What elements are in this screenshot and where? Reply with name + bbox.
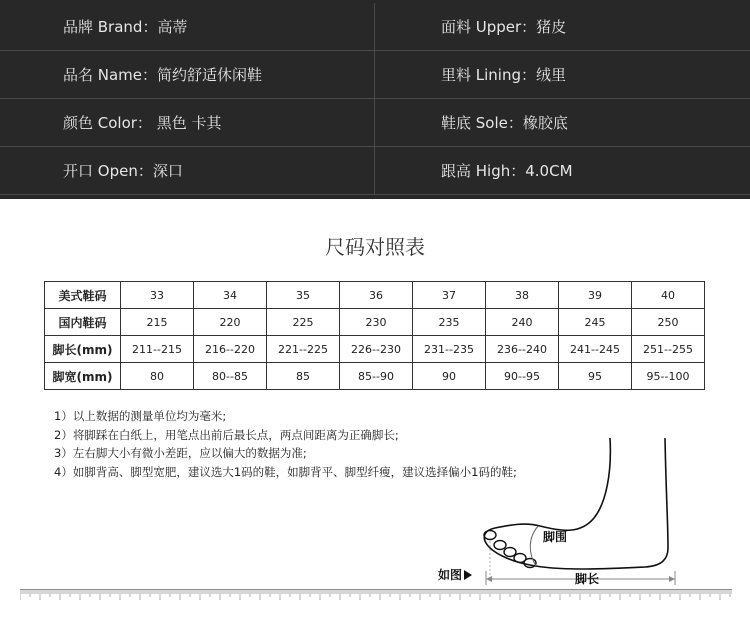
table-cell: 35	[267, 282, 340, 309]
spec-heel-height: 跟高 High：4.0CM	[375, 147, 750, 195]
table-cell: 226--230	[340, 336, 413, 363]
table-cell: 39	[559, 282, 632, 309]
table-cell: 34	[194, 282, 267, 309]
spec-sole: 鞋底 Sole：橡胶底	[375, 99, 750, 147]
spec-name: 品名 Name：简约舒适休闲鞋	[0, 51, 375, 99]
table-cell: 221--225	[267, 336, 340, 363]
table-cell: 85--90	[340, 363, 413, 390]
spec-lining: 里料 Lining：绒里	[375, 51, 750, 99]
row-header: 国内鞋码	[45, 309, 121, 336]
spec-upper: 面料 Upper：猪皮	[375, 3, 750, 51]
spec-grid	[0, 3, 750, 195]
table-row	[45, 282, 705, 309]
table-cell: 216--220	[194, 336, 267, 363]
triangle-right-icon	[464, 570, 472, 580]
ruler	[20, 589, 732, 603]
as-shown-label	[438, 566, 472, 583]
note-item: 2）将脚踩在白纸上，用笔点出前后最长点，两点间距离为正确脚长;	[54, 427, 399, 442]
spec-brand: 品牌 Brand：高蒂	[0, 3, 375, 51]
arrow-right-icon	[669, 576, 675, 582]
table-cell: 33	[121, 282, 194, 309]
table-cell: 241--245	[559, 336, 632, 363]
table-cell: 220	[194, 309, 267, 336]
table-cell: 90--95	[486, 363, 559, 390]
as-shown-text: 如图	[438, 568, 463, 582]
table-cell: 240	[486, 309, 559, 336]
table-cell: 80	[121, 363, 194, 390]
table-row	[45, 309, 705, 336]
table-cell: 80--85	[194, 363, 267, 390]
measurement-notes	[54, 407, 517, 481]
table-cell: 215	[121, 309, 194, 336]
row-header: 脚宽(mm)	[45, 363, 121, 390]
girth-label: 脚围	[543, 530, 568, 544]
size-chart-title: 尺码对照表	[325, 235, 425, 259]
spec-open: 开口 Open：深口	[0, 147, 375, 195]
length-label: 脚长	[575, 572, 600, 586]
row-header: 美式鞋码	[45, 282, 121, 309]
table-cell: 38	[486, 282, 559, 309]
table-cell: 95--100	[632, 363, 705, 390]
table-cell: 36	[340, 282, 413, 309]
table-cell: 90	[413, 363, 486, 390]
table-cell: 245	[559, 309, 632, 336]
table-cell: 40	[632, 282, 705, 309]
table-cell: 211--215	[121, 336, 194, 363]
table-cell: 230	[340, 309, 413, 336]
table-cell: 251--255	[632, 336, 705, 363]
table-cell: 231--235	[413, 336, 486, 363]
arrow-left-icon	[486, 576, 492, 582]
note-item: 3）左右脚大小有微小差距，应以偏大的数据为准;	[54, 446, 307, 460]
table-cell: 37	[413, 282, 486, 309]
table-cell: 236--240	[486, 336, 559, 363]
table-cell: 235	[413, 309, 486, 336]
row-header: 脚长(mm)	[45, 336, 121, 363]
foot-illustration	[470, 433, 690, 589]
table-cell: 95	[559, 363, 632, 390]
table-row	[45, 363, 705, 390]
table-cell: 250	[632, 309, 705, 336]
size-chart-table	[44, 281, 705, 390]
foot-outline	[484, 438, 668, 569]
table-cell: 85	[267, 363, 340, 390]
note-item: 1）以上数据的测量单位均为毫米;	[54, 409, 227, 423]
note-item: 4）如脚背高、脚型宽肥，建议选大1码的鞋，如脚背平、脚型纤瘦，建议选择偏小1码的鞋;	[54, 464, 517, 479]
spec-panel	[0, 0, 750, 199]
table-row	[45, 336, 705, 363]
spec-color: 颜色 Color： 黑色 卡其	[0, 99, 375, 147]
table-cell: 225	[267, 309, 340, 336]
